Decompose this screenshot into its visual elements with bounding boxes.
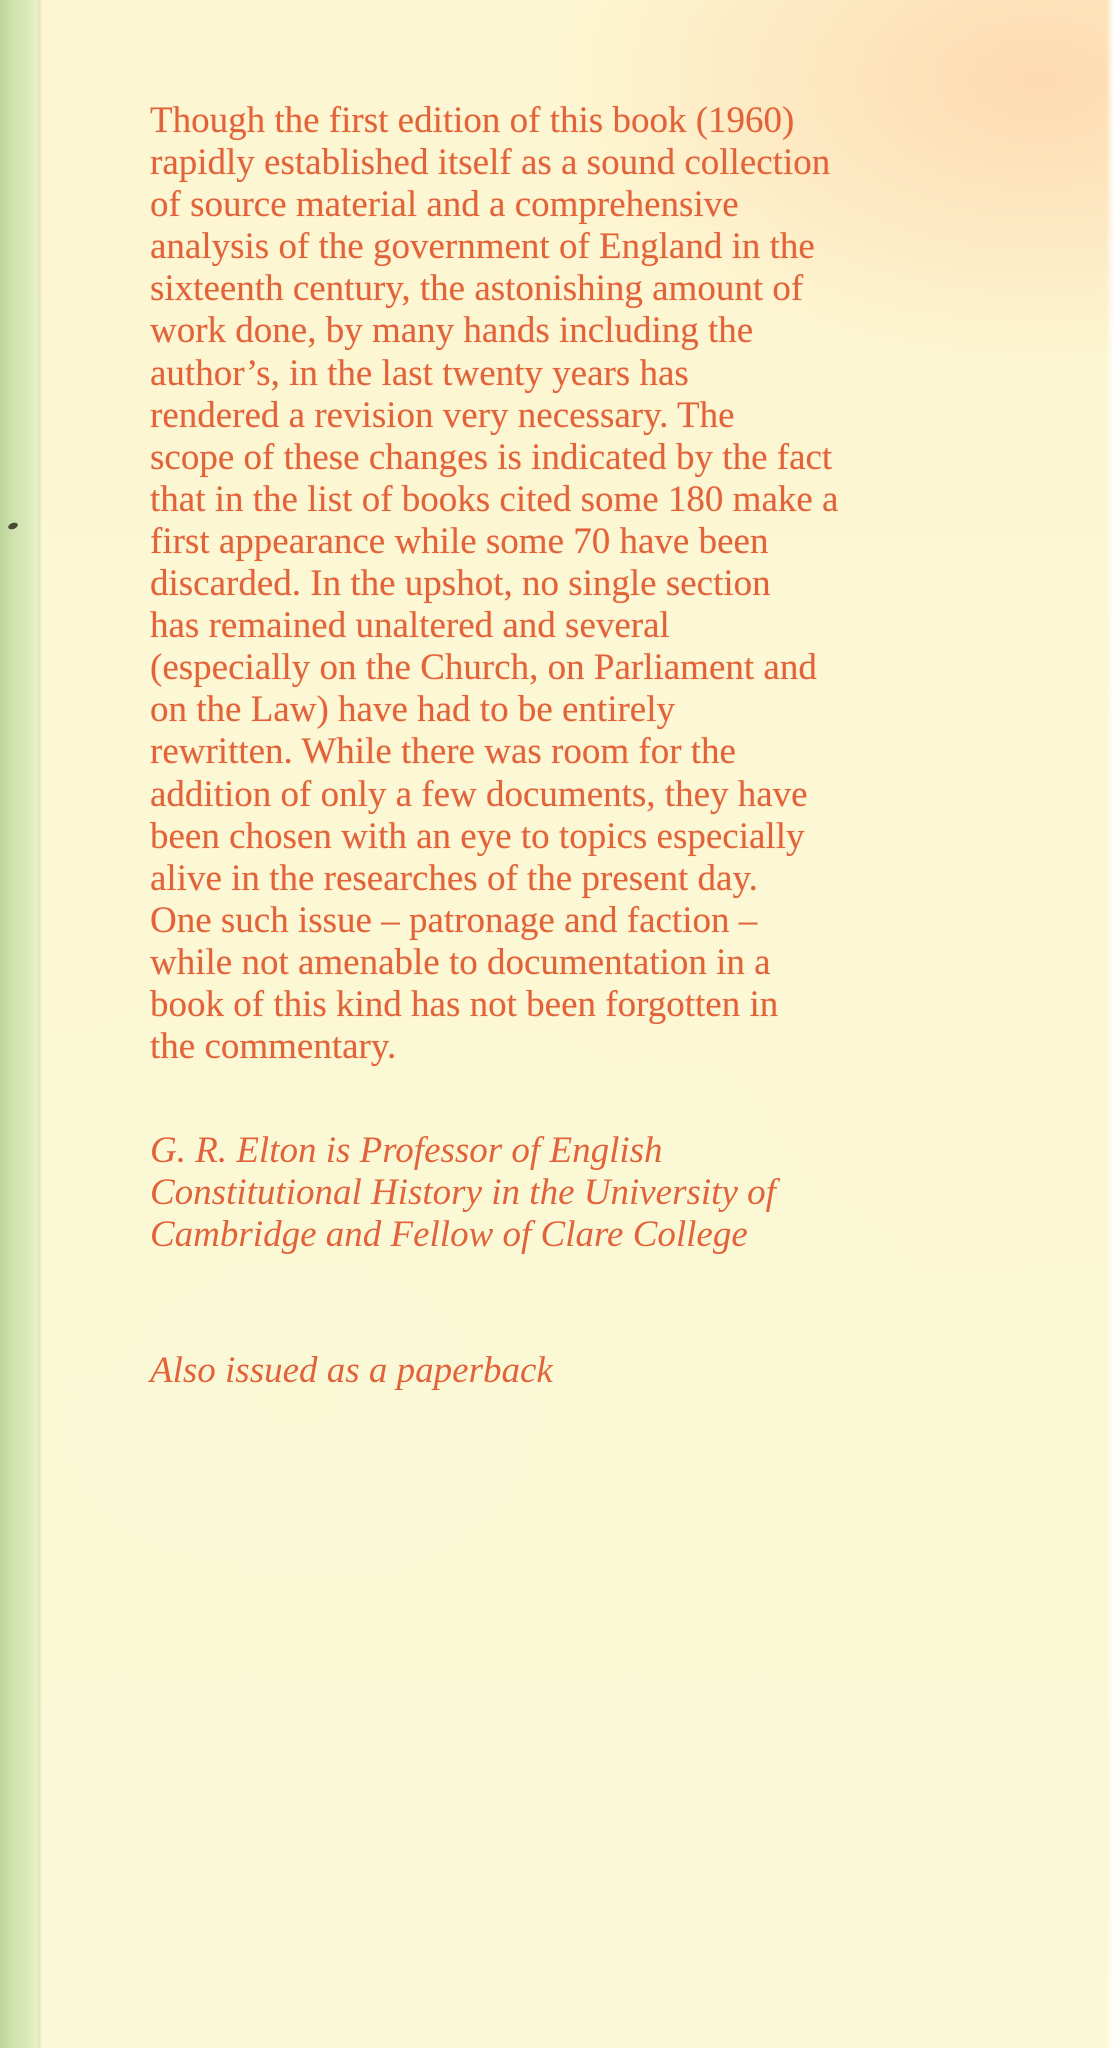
blurb-paragraph: [150, 100, 910, 1068]
blurb-line: work done, by many hands including the: [150, 310, 754, 352]
blurb-line: sixteenth century, the astonishing amount of: [150, 268, 804, 310]
blurb-line: the commentary.: [150, 1026, 397, 1068]
blurb-line: author’s, in the last twenty years has: [150, 352, 689, 394]
spine-edge-shadow: [38, 0, 42, 2048]
blurb-line: rendered a revision very necessary. The: [150, 394, 735, 436]
blurb-line: book of this kind has not been forgotten in: [150, 983, 779, 1025]
blurb-line: addition of only a few documents, they have: [150, 773, 808, 815]
blurb-line: on the Law) have had to be entirely: [150, 689, 675, 731]
blurb-line: been chosen with an eye to topics especially: [150, 815, 805, 857]
blurb-line: One such issue – patronage and faction –: [150, 899, 758, 941]
author-note-line: Cambridge and Fellow of Clare College: [150, 1214, 748, 1255]
spine-strip: [0, 0, 38, 2048]
paperback-note: Also issued as a paperback: [150, 1350, 553, 1391]
blurb-line: (especially on the Church, on Parliament and: [150, 647, 817, 689]
blurb-line: Though the first edition of this book (1960): [150, 100, 795, 141]
blurb-line: while not amenable to documentation in a: [150, 941, 771, 983]
blurb-line: alive in the researches of the present day.: [150, 857, 758, 899]
blurb-line: scope of these changes is indicated by the fact: [150, 436, 833, 478]
author-note: [150, 1130, 910, 1256]
right-edge: [1106, 0, 1114, 2048]
blurb-line: rapidly established itself as a sound collection: [150, 142, 831, 184]
author-note-line: G. R. Elton is Professor of English: [150, 1130, 663, 1171]
blurb-line: discarded. In the upshot, no single section: [150, 563, 771, 605]
blurb-line: of source material and a comprehensive: [150, 184, 739, 226]
blurb-line: first appearance while some 70 have been: [150, 520, 769, 562]
blurb-line: rewritten. While there was room for the: [150, 731, 736, 773]
blurb-line: has remained unaltered and several: [150, 605, 670, 647]
author-note-line: Constitutional History in the University of: [150, 1172, 776, 1213]
blurb-line: that in the list of books cited some 180 make a: [150, 478, 839, 520]
blurb-line: analysis of the government of England in the: [150, 226, 815, 268]
